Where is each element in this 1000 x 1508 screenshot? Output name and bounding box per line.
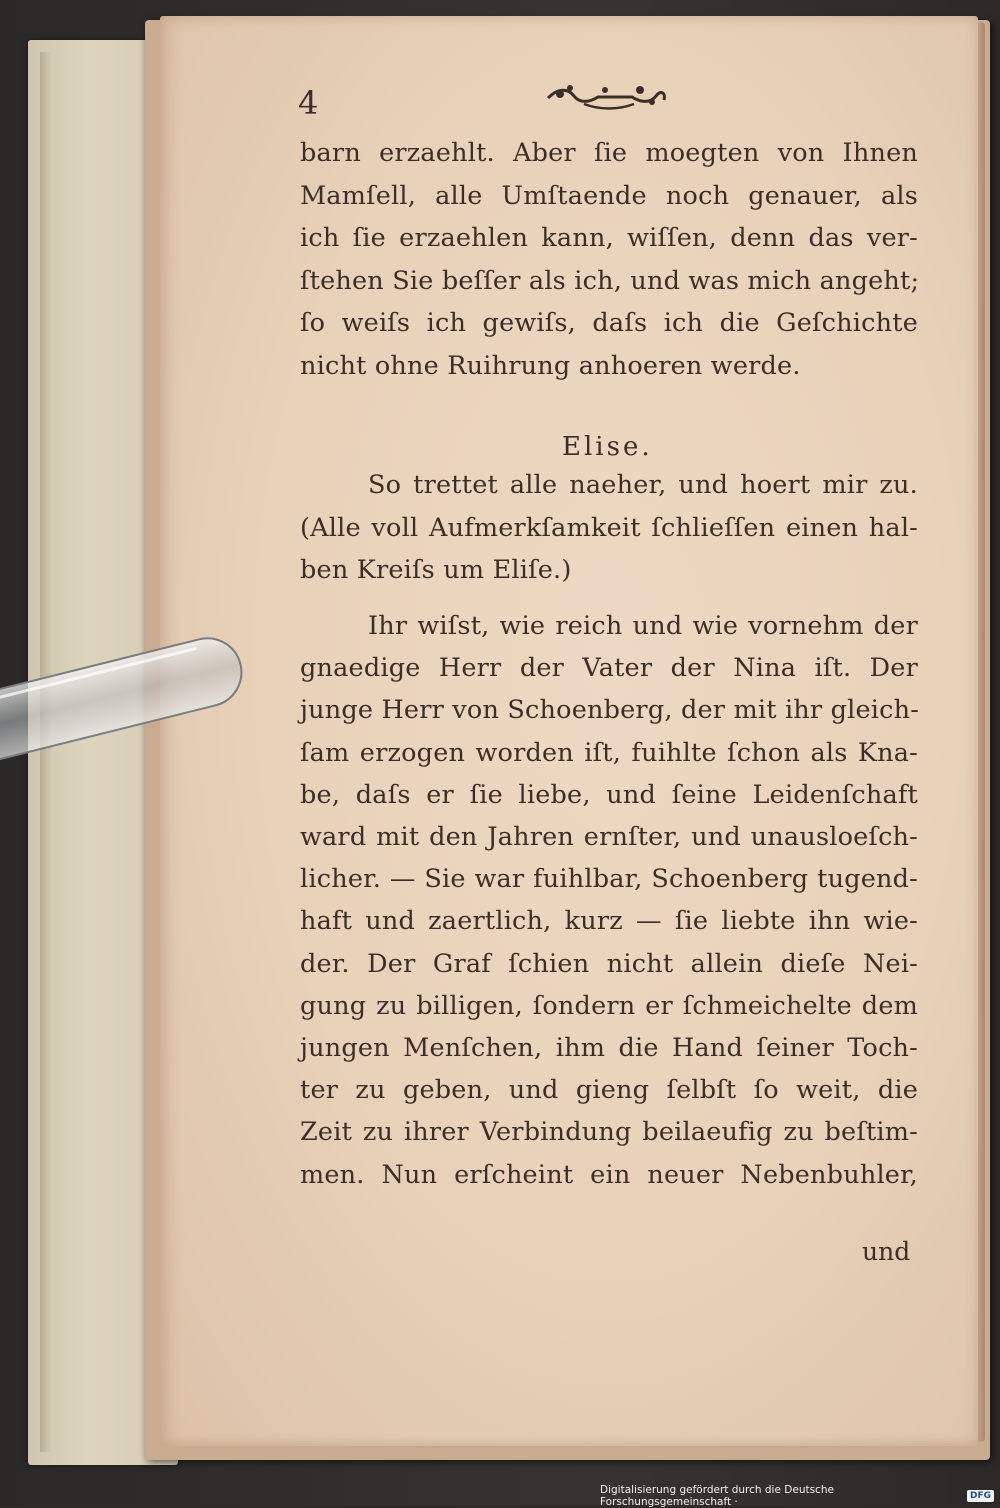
text-line: barn erzaehlt. Aber ſie moegten von Ihnen [300, 138, 918, 168]
page-number: 4 [298, 84, 319, 122]
digitization-credit [600, 1483, 1000, 1508]
text-line: ſam erzogen worden iſt, fuihlte ſchon als Kna- [300, 737, 918, 768]
text-line: junge Herr von Schoenberg, der mit ihr gleich- [300, 695, 920, 726]
text-line: ben Kreiſs um Eliſe.) [300, 555, 572, 585]
text-line: gung zu billigen, ſondern er ſchmeichelte dem [300, 990, 918, 1021]
floral-ornament-icon [540, 80, 670, 116]
text-line: jungen Menſchen, ihm die Hand ſeiner Toch- [300, 1033, 918, 1063]
text-line: ward mit den Jahren ernſter, und unausloeſch- [300, 822, 918, 852]
text-line: Zeit zu ihrer Verbindung beilaeufig zu beſtim- [300, 1117, 918, 1148]
text-line: licher. — Sie war fuihlbar, Schoenberg tugend- [300, 864, 918, 895]
text-line: ich ſie erzaehlen kann, wiſſen, denn das ver- [300, 223, 918, 253]
text-line: haft und zaertlich, kurz — ſie liebte ihn wie- [300, 906, 918, 937]
text-line: gnaedige Herr der Vater der Nina iſt. Der [300, 653, 918, 684]
credit-text: Digitalisierung gefördert durch die Deutsche Forschungsgemeinschaft · [600, 1483, 834, 1508]
text-line: ter zu geben, und gieng ſelbſt ſo weit, die [300, 1075, 918, 1106]
text-line: (Alle voll Aufmerkſamkeit ſchlieſſen einen hal- [300, 512, 918, 543]
text-line: ſtehen Sie beſſer als ich, und was mich angeht; [300, 265, 920, 296]
dfg-logo: DFG [967, 1490, 994, 1502]
text-line: men. Nun erſcheint ein neuer Nebenbuhler, [300, 1159, 918, 1190]
speaker-heading: Elise. [562, 432, 653, 462]
text-line: Ihr wiſst, wie reich und wie vornehm der [368, 611, 918, 641]
text-line: So trettet alle naeher, und hoert mir zu. [368, 470, 918, 500]
text-line: ſo weiſs ich gewiſs, daſs ich die Geſchichte [300, 308, 918, 338]
text-line: be, daſs er ſie liebe, und ſeine Leidenſchaft [300, 779, 918, 810]
text-line: nicht ohne Ruihrung anhoeren werde. [300, 350, 801, 381]
catchword: und [862, 1237, 911, 1266]
text-line: der. Der Graf ſchien nicht allein dieſe Nei- [300, 948, 918, 979]
text-line: Mamſell, alle Umſtaende noch genauer, als [300, 180, 918, 211]
